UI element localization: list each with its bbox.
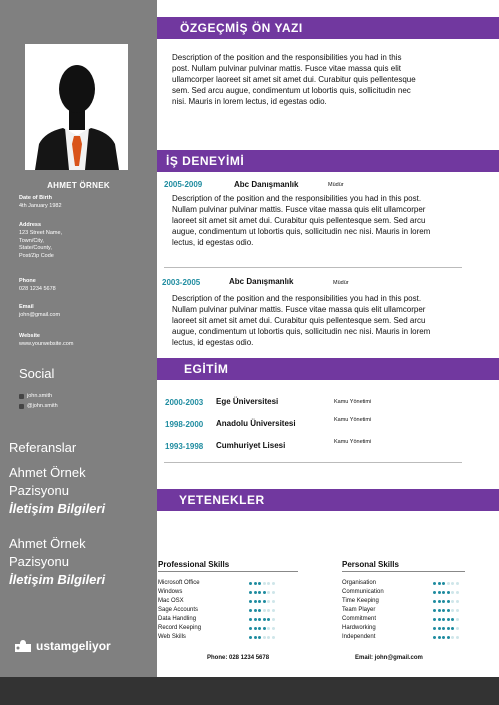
skill-level-dot — [272, 582, 275, 585]
skill-level-dot — [456, 582, 459, 585]
job-description: Description of the position and the responsibilities you had in this post. Nullam pulvinar pulvinar mattis. Fusce vitae massa quis elit ullamcorper laoreet sit amet sit amet dui. Curabitur quis pellentesque sem. Sed arcu augue, condimentum ut lobortis quis, sollicitudin nec nisi. Mauris in lorem lectus, id egestas odio. — [172, 294, 431, 347]
skill-level-dot — [267, 618, 270, 621]
skill-level-dot — [263, 609, 266, 612]
skill-level-dot — [438, 591, 441, 594]
skill-name: Commitment — [342, 616, 377, 622]
edu-department: Kamu Yönetimi — [334, 439, 372, 445]
reference-position: Pazisyonu — [9, 483, 69, 498]
brand-logo — [13, 638, 111, 654]
skill-level-dot — [451, 618, 454, 621]
job-description: Description of the position and the responsibilities you had in this post. Nullam pulvinar pulvinar mattis. Fusce vitae massa quis elit ullamcorper laoreet sit amet sit amet dui. Curabitur quis pellentesque sem. Sed arcu augue, condimentum ut lobortis quis, sollicitudin nec nisi. Mauris in lorem lectus, id egestas odio. — [172, 194, 431, 247]
skill-level-dot — [456, 591, 459, 594]
skill-level — [249, 600, 275, 603]
skill-level-dot — [272, 618, 275, 621]
phone-label: Phone — [19, 278, 36, 284]
logo-text: ustamgeliyor — [36, 639, 111, 653]
skill-name: Web Skills — [158, 634, 186, 640]
skill-level-dot — [254, 600, 257, 603]
skill-level-dot — [263, 618, 266, 621]
skill-level-dot — [451, 591, 454, 594]
job-dates: 2005-2009 — [164, 180, 203, 189]
skill-level-dot — [433, 600, 436, 603]
skill-level-dot — [267, 636, 270, 639]
skill-level-dot — [267, 600, 270, 603]
skill-level-dot — [263, 591, 266, 594]
skill-level-dot — [442, 582, 445, 585]
address-line: Post/Zip Code — [19, 252, 54, 259]
divider — [158, 571, 298, 572]
edu-school: Anadolu Üniversitesi — [216, 419, 296, 428]
skill-level — [249, 636, 275, 639]
skill-level-dot — [258, 627, 261, 630]
skill-level-dot — [254, 618, 257, 621]
skill-level-dot — [272, 600, 275, 603]
skill-level-dot — [438, 609, 441, 612]
edu-dates: 1993-1998 — [165, 442, 204, 451]
skill-level-dot — [249, 609, 252, 612]
skill-level-dot — [272, 591, 275, 594]
job-role: Müdür — [333, 280, 349, 286]
skill-level-dot — [249, 618, 252, 621]
skill-name: Team Player — [342, 607, 376, 613]
website-value[interactable]: www.yourwebsite.com — [19, 341, 74, 347]
skill-level-dot — [438, 636, 441, 639]
skill-level-dot — [456, 609, 459, 612]
skill-level-dot — [447, 627, 450, 630]
skill-name: Sage Accounts — [158, 607, 199, 613]
profile-photo — [25, 44, 128, 170]
skill-level-dot — [263, 600, 266, 603]
skill-level-dot — [433, 609, 436, 612]
edu-dates: 2000-2003 — [165, 398, 204, 407]
skill-level — [249, 591, 275, 594]
skill-level-dot — [258, 582, 261, 585]
puzzle-icon — [13, 638, 33, 654]
divider — [164, 267, 462, 268]
skill-level-dot — [258, 591, 261, 594]
skill-level-dot — [433, 636, 436, 639]
skill-level-dot — [263, 627, 266, 630]
summary-text: Description of the position and the responsibilities you had in this post. Nullam pulvinar pulvinar mattis. Fusce vitae massa quis elit ullamcorper laoreet sit amet sit amet dui. Curabitur quis pellentesque sem. Sed arcu augue, condimentum ut lobortis quis, sollicitudin nec nisi. Mauris in lorem lectus, id egestas odio. — [172, 53, 416, 106]
skill-level-dot — [258, 636, 261, 639]
skill-level-dot — [249, 636, 252, 639]
skill-level-dot — [249, 627, 252, 630]
reference-name: Ahmet Örnek — [9, 465, 86, 480]
skill-level-dot — [267, 627, 270, 630]
skill-level-dot — [249, 582, 252, 585]
skill-level-dot — [447, 582, 450, 585]
address-label: Address — [19, 222, 42, 228]
skill-level-dot — [438, 618, 441, 621]
social-item[interactable] — [19, 403, 58, 409]
social-handle: john.smith — [27, 393, 53, 399]
skill-level-dot — [456, 618, 459, 621]
skill-level-dot — [254, 609, 257, 612]
skill-level-dot — [447, 636, 450, 639]
education-title: EGİTİM — [184, 362, 229, 376]
skill-level-dot — [442, 627, 445, 630]
dob-value: 4th January 1982 — [19, 203, 62, 209]
job-company: Abc Danışmanlık — [229, 277, 294, 286]
skill-level — [433, 636, 459, 639]
skill-level-dot — [456, 600, 459, 603]
contact-phone: Phone: 028 1234 5678 — [207, 655, 270, 661]
skill-level-dot — [438, 600, 441, 603]
experience-title: İŞ DENEYİMİ — [166, 154, 245, 168]
skill-name: Mac OSX — [158, 598, 184, 604]
skill-name: Organisation — [342, 580, 377, 586]
footer-bar — [0, 677, 499, 705]
skill-level-dot — [442, 591, 445, 594]
skill-name: Time Keeping — [342, 598, 379, 604]
reference-name: Ahmet Örnek — [9, 536, 86, 551]
references-title: Referanslar — [9, 440, 77, 455]
divider — [342, 571, 465, 572]
job-role: Müdür — [328, 182, 344, 188]
address-line: 123 Street Name, — [19, 230, 63, 236]
edu-school: Ege Üniversitesi — [216, 397, 279, 406]
skill-level-dot — [451, 600, 454, 603]
skill-level-dot — [258, 618, 261, 621]
skill-level-dot — [442, 609, 445, 612]
website-label: Website — [19, 333, 40, 339]
skill-name: Data Handling — [158, 616, 197, 622]
profile-name: AHMET ÖRNEK — [47, 181, 110, 190]
job-dates: 2003-2005 — [162, 278, 201, 287]
skill-level-dot — [456, 636, 459, 639]
skill-level — [249, 582, 275, 585]
address-line: State/County, — [19, 245, 52, 251]
skill-level — [433, 600, 459, 603]
edu-school: Cumhuriyet Lisesi — [216, 441, 286, 450]
skill-level-dot — [272, 627, 275, 630]
skill-level-dot — [254, 627, 257, 630]
skill-level-dot — [438, 582, 441, 585]
skype-icon — [19, 394, 24, 399]
skill-level-dot — [447, 618, 450, 621]
skill-level-dot — [447, 609, 450, 612]
job-company: Abc Danışmanlık — [234, 180, 299, 189]
dob-label: Date of Birth — [19, 195, 52, 201]
social-item[interactable] — [19, 393, 52, 399]
professional-skills-title: Professional Skills — [158, 560, 230, 569]
skill-level-dot — [267, 609, 270, 612]
skill-level-dot — [442, 636, 445, 639]
skill-level-dot — [451, 609, 454, 612]
skill-level — [433, 591, 459, 594]
skill-name: Record Keeping — [158, 625, 202, 631]
skill-level-dot — [438, 627, 441, 630]
skill-name: Communication — [342, 589, 384, 595]
skill-level-dot — [456, 627, 459, 630]
skill-level-dot — [258, 600, 261, 603]
skill-level-dot — [433, 591, 436, 594]
skill-level-dot — [258, 609, 261, 612]
skill-name: Windows — [158, 589, 183, 595]
skill-name: Independent — [342, 634, 376, 640]
edu-department: Kamu Yönetimi — [334, 417, 372, 423]
social-title: Social — [19, 366, 55, 381]
skill-level-dot — [433, 618, 436, 621]
sidebar — [0, 0, 157, 677]
skill-level-dot — [451, 627, 454, 630]
personal-skills-title: Personal Skills — [342, 560, 399, 569]
skill-level-dot — [442, 600, 445, 603]
email-value[interactable]: john@gmail.com — [19, 312, 61, 318]
skill-level-dot — [447, 591, 450, 594]
skill-level-dot — [254, 636, 257, 639]
skill-level — [433, 609, 459, 612]
twitter-icon — [19, 404, 24, 409]
skill-level-dot — [442, 618, 445, 621]
skill-level-dot — [272, 609, 275, 612]
email-label: Email — [19, 304, 34, 310]
skill-level-dot — [272, 636, 275, 639]
skill-level — [433, 582, 459, 585]
skill-level-dot — [249, 600, 252, 603]
skill-level — [249, 627, 275, 630]
skill-level — [249, 609, 275, 612]
summary-title: ÖZGEÇMİŞ ÖN YAZI — [180, 21, 303, 35]
skill-level-dot — [433, 582, 436, 585]
skill-level-dot — [254, 582, 257, 585]
reference-position: Pazisyonu — [9, 554, 69, 569]
skill-level-dot — [451, 582, 454, 585]
reference-contact: İletişim Bilgileri — [9, 501, 106, 516]
contact-email[interactable]: Email: john@gmail.com — [355, 655, 423, 661]
skill-name: Microsoft Office — [158, 580, 200, 586]
edu-dates: 1998-2000 — [165, 420, 204, 429]
skill-level-dot — [447, 600, 450, 603]
address-line: Town/City, — [19, 237, 44, 244]
skill-level-dot — [433, 627, 436, 630]
skill-level-dot — [267, 591, 270, 594]
skills-title: YETENEKLER — [179, 493, 265, 507]
skill-level — [433, 627, 459, 630]
skill-level-dot — [254, 591, 257, 594]
skill-level-dot — [249, 591, 252, 594]
skill-level-dot — [451, 636, 454, 639]
skill-level-dot — [263, 582, 266, 585]
divider — [164, 462, 462, 463]
skill-level — [249, 618, 275, 621]
skill-level-dot — [267, 582, 270, 585]
edu-department: Kamu Yönetimi — [334, 399, 372, 405]
phone-value: 028 1234 5678 — [19, 286, 56, 292]
reference-contact: İletişim Bilgileri — [9, 572, 106, 587]
skill-level — [433, 618, 459, 621]
social-handle: @john.smith — [27, 403, 58, 409]
skill-name: Hardworking — [342, 625, 376, 631]
skill-level-dot — [263, 636, 266, 639]
